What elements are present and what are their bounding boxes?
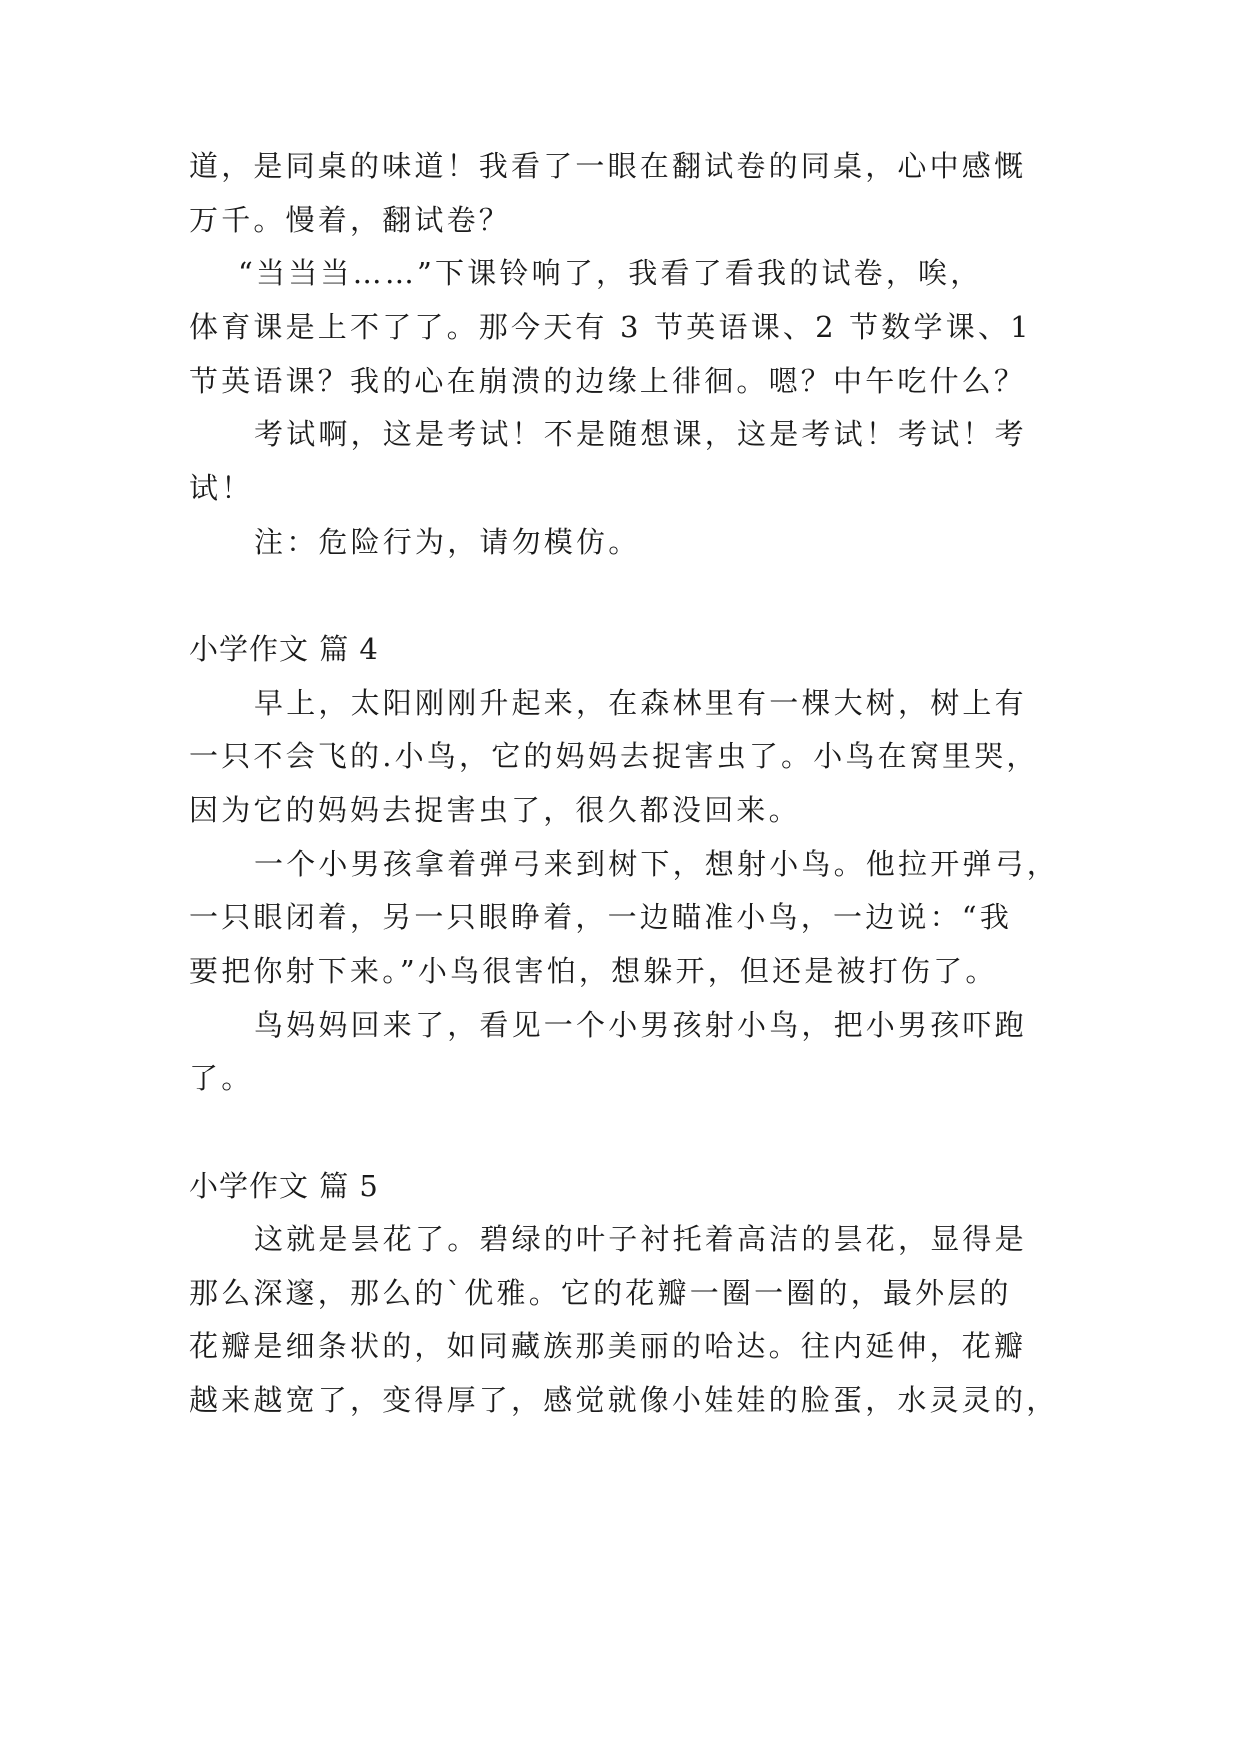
paragraph-line: 体育课是上不了了。那今天有 3 节英语课、2 节数学课、1 [189, 310, 1032, 344]
section-heading: 小学作文 篇 5 [189, 1169, 379, 1203]
paragraph-line: 一只眼闭着，另一只眼睁着，一边瞄准小鸟，一边说：“我 [189, 900, 1013, 934]
paragraph-line: 一个小男孩拿着弹弓来到树下，想射小鸟。他拉开弹弓， [254, 847, 1060, 881]
paragraph-line: 因为它的妈妈去捉害虫了，很久都没回来。 [189, 793, 801, 827]
paragraph-line: 这就是昙花了。碧绿的叶子衬托着高洁的昙花，显得是 [254, 1222, 1027, 1256]
paragraph-line: 花瓣是细条状的，如同藏族那美丽的哈达。往内延伸，花瓣 [189, 1329, 1027, 1363]
paragraph-line: 早上，太阳刚刚升起来，在森林里有一棵大树，树上有 [254, 686, 1027, 720]
paragraph-line: 考试啊，这是考试！不是随想课，这是考试！考试！考 [254, 417, 1027, 451]
paragraph-line: 道，是同桌的味道！我看了一眼在翻试卷的同桌，心中感慨 [189, 149, 1027, 183]
paragraph-line: 试！ [189, 471, 254, 505]
paragraph-line: 鸟妈妈回来了，看见一个小男孩射小鸟，把小男孩吓跑 [254, 1008, 1027, 1042]
paragraph-line: 要把你射下来。”小鸟很害怕，想躲开，但还是被打伤了。 [189, 954, 998, 988]
note-text: 注：危险行为，请勿模仿。 [254, 525, 641, 559]
paragraph-line: “当当当……”下课铃响了，我看了看我的试卷，唉， [238, 256, 983, 290]
section-heading: 小学作文 篇 4 [189, 632, 379, 666]
paragraph-line: 节英语课？我的心在崩溃的边缘上徘徊。嗯？中午吃什么？ [189, 364, 1027, 398]
paragraph-line: 了。 [189, 1061, 254, 1095]
paragraph-line: 越来越宽了，变得厚了，感觉就像小娃娃的脸蛋，水灵灵的， [189, 1383, 1059, 1417]
paragraph-line: 那么深邃，那么的`优雅。它的花瓣一圈一圈的，最外层的 [189, 1276, 1012, 1310]
paragraph-line: 一只不会飞的.小鸟，它的妈妈去捉害虫了。小鸟在窝里哭， [189, 739, 1039, 773]
paragraph-line: 万千。慢着，翻试卷？ [189, 203, 512, 237]
